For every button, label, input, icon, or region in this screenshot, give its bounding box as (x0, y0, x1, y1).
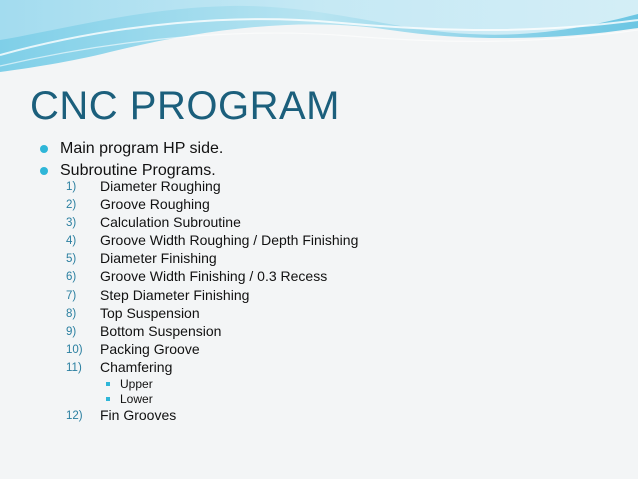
header-wave-decoration (0, 0, 638, 80)
item-text: Calculation Subroutine (100, 214, 241, 231)
sub-list-item (106, 376, 153, 391)
item-number: 8) (66, 307, 77, 320)
item-text: Packing Groove (100, 340, 200, 357)
item-text: Groove Roughing (100, 196, 210, 213)
item-number: 10) (66, 343, 83, 356)
bullet-icon (40, 167, 48, 175)
item-text: Step Diameter Finishing (100, 286, 250, 303)
sub-item-text: Upper (120, 377, 153, 391)
item-number: 9) (66, 325, 77, 338)
sub-list-item (106, 391, 153, 406)
item-text: Diameter Roughing (100, 178, 221, 194)
sub-item-text: Lower (120, 392, 153, 406)
square-bullet-icon (106, 382, 110, 386)
item-number: 2) (66, 199, 77, 212)
item-text: Groove Width Finishing / 0.3 Recess (100, 268, 328, 285)
item-number: 6) (66, 271, 77, 284)
item-number: 4) (66, 235, 77, 248)
item-number: 7) (66, 289, 77, 302)
bullet-list (40, 138, 223, 182)
bullet-text: Subroutine Programs. (60, 162, 216, 179)
slide-title: CNC PROGRAM (30, 84, 340, 128)
item-text: Chamfering (100, 358, 173, 375)
item-text: Fin Grooves (100, 407, 177, 423)
item-number: 1) (66, 181, 77, 193)
item-number: 3) (66, 217, 77, 230)
item-text: Diameter Finishing (100, 250, 217, 267)
bullet-icon (40, 145, 48, 153)
item-number: 12) (66, 410, 83, 422)
item-text: Bottom Suspension (100, 322, 222, 339)
bullet-text: Main program HP side. (60, 140, 224, 157)
item-text: Groove Width Roughing / Depth Finishing (100, 232, 359, 249)
item-text: Top Suspension (100, 304, 200, 321)
chamfering-sub-list (106, 376, 153, 406)
item-number: 5) (66, 253, 77, 266)
square-bullet-icon (106, 397, 110, 401)
list-item (40, 138, 223, 160)
item-number: 11) (66, 361, 82, 374)
